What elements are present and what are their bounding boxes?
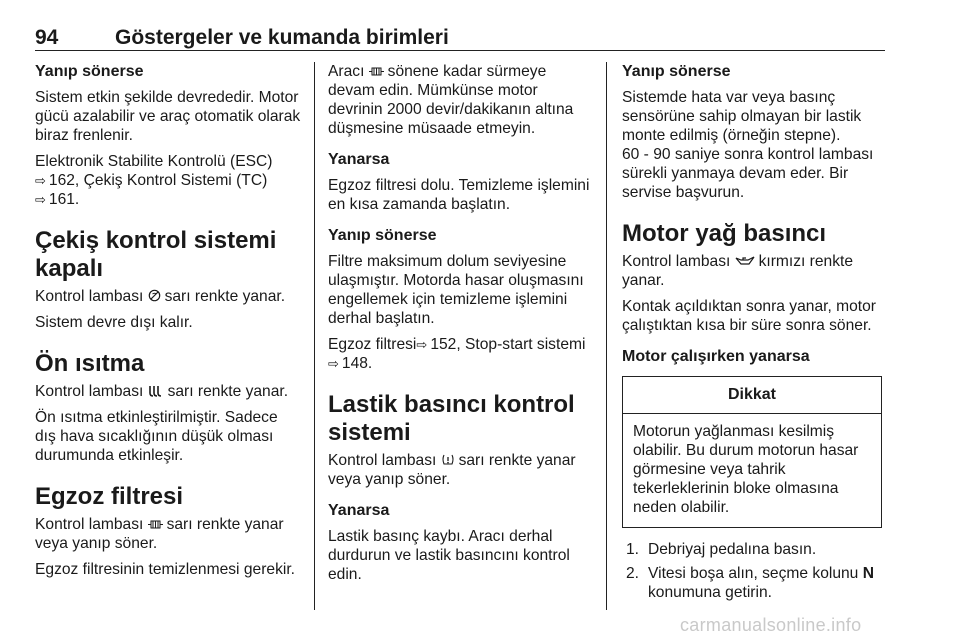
text: Kontrol lambası (35, 288, 144, 305)
list-item (622, 564, 892, 602)
text: sarı renkte yanar veya yanıp söner. (328, 452, 576, 488)
oil-can-icon (735, 253, 759, 269)
text: Aracı (328, 63, 365, 80)
section-title: Ön ısıtma (35, 350, 145, 377)
paragraph: Egzoz filtresinin temizlenmesi gerekir. (35, 561, 295, 578)
section-heading: Yanarsa (328, 151, 390, 168)
section-title: Motor yağ basıncı (622, 220, 827, 247)
text: sarı renkte yanar. (167, 383, 289, 400)
paragraph (328, 62, 596, 138)
section-heading: Yanıp sönerse (35, 63, 144, 80)
paragraph: Sistem devre dışı kalır. (35, 314, 193, 331)
section-title: Çekiş kontrol sistemi kapalı (35, 227, 277, 282)
ref-arrow-icon[interactable]: ⇨ (328, 356, 339, 371)
steps-list (622, 540, 892, 602)
caution-title: Dikkat (623, 377, 881, 414)
column-divider (314, 62, 315, 610)
text: Kontrol lambası (35, 516, 144, 533)
paragraph (328, 451, 596, 489)
traction-control-off-icon (148, 288, 165, 304)
text: Kontrol lambası (622, 253, 731, 270)
paragraph (35, 515, 301, 553)
section-title: Lastik basıncı kontrol sistemi (328, 391, 575, 446)
text: Elektronik Stabilite Kontrolü (ESC) (35, 153, 273, 170)
page-header (35, 26, 885, 51)
watermark[interactable]: carmanualsonline.info (680, 615, 862, 635)
exhaust-filter-icon (148, 516, 167, 532)
text: kırmızı renkte yanar. (622, 253, 854, 289)
ref-arrow-icon[interactable]: ⇨ (35, 173, 46, 188)
preheat-coil-icon (148, 383, 168, 399)
paragraph (35, 287, 301, 306)
ref-arrow-icon[interactable]: ⇨ (416, 337, 428, 352)
paragraph (622, 252, 892, 290)
step-number: 2. (626, 565, 640, 582)
cross-reference[interactable]: 162, Çekiş Kontrol Sistemi (TC) (48, 172, 268, 189)
paragraph (35, 152, 301, 209)
tire-pressure-icon (441, 452, 459, 468)
section-heading: Motor çalışırken yanarsa (622, 348, 810, 365)
ref-arrow-icon[interactable]: ⇨ (35, 192, 46, 207)
paragraph: Ön ısıtma etkinleştirilmiştir. Sadece dış hava sıcaklığının düşük olması durumunda etkinleşir. (35, 409, 278, 464)
paragraph: Sistemde hata var veya basınç sensörüne sahip olmayan bir lastik monte edilmiş (örneğin stepne). (622, 89, 862, 144)
caution-box (622, 376, 882, 528)
paragraph: Filtre maksimum dolum seviyesine ulaşmıştır. Motorda hasar oluşmasını engellemek için temizleme işlemini derhal başlatın. (328, 253, 584, 327)
exhaust-filter-icon (369, 63, 388, 79)
section-title: Egzoz filtresi (35, 483, 184, 510)
column-1 (35, 62, 301, 586)
text: Egzoz filtresi (328, 336, 417, 353)
text: Kontrol lambası (328, 452, 437, 469)
step-text: Debriyaj pedalına basın. (648, 541, 817, 558)
section-heading: Yanıp sönerse (328, 227, 437, 244)
step-number: 1. (626, 541, 640, 558)
cross-reference[interactable]: 161. (48, 191, 80, 208)
caution-text: Motorun yağlanması kesilmiş olabilir. Bu durum motorun hasar görmesine veya tahrik tekerleklerinin bloke olmasına neden olabilir. (633, 423, 859, 516)
section-heading: Yanarsa (328, 502, 390, 519)
paragraph: 60 - 90 saniye sonra kontrol lambası sürekli yanmaya devam eder. Bir servise başvurun. (622, 146, 874, 201)
column-divider (606, 62, 607, 610)
paragraph: Egzoz filtresi dolu. Temizleme işlemini en kısa zamanda başlatın. (328, 177, 590, 213)
text: Kontrol lambası (35, 383, 144, 400)
text: sönene kadar sürmeye devam edin. Mümkünse motor devrinin 2000 devir/dakikanın altına düşmesine müsaade etmeyin. (328, 63, 574, 137)
gear-position-key: N (862, 565, 874, 582)
step-text: konumuna getirin. (648, 584, 772, 601)
list-item (622, 540, 892, 559)
paragraph: Kontak açıldıktan sonra yanar, motor çalıştıktan kısa bir süre sonra söner. (622, 298, 876, 334)
paragraph (35, 382, 301, 401)
paragraph (328, 335, 596, 373)
text: sarı renkte yanar. (164, 288, 286, 305)
text: sarı renkte yanar veya yanıp söner. (35, 516, 284, 552)
step-text: Vitesi boşa alın, seçme kolunu (648, 565, 859, 582)
running-title: Göstergeler ve kumanda birimleri (115, 26, 449, 49)
section-heading: Yanıp sönerse (622, 63, 731, 80)
column-2 (328, 62, 596, 591)
cross-reference[interactable]: 152, Stop-start sistemi (430, 336, 586, 353)
cross-reference[interactable]: 148. (341, 355, 373, 372)
paragraph: Lastik basınç kaybı. Aracı derhal durdurun ve lastik basıncını kontrol edin. (328, 528, 570, 583)
paragraph: Sistem etkin şekilde devrededir. Motor gücü azalabilir ve araç otomatik olarak biraz frenlenir. (35, 89, 301, 144)
page-number: 94 (35, 26, 59, 49)
column-3 (622, 62, 892, 607)
